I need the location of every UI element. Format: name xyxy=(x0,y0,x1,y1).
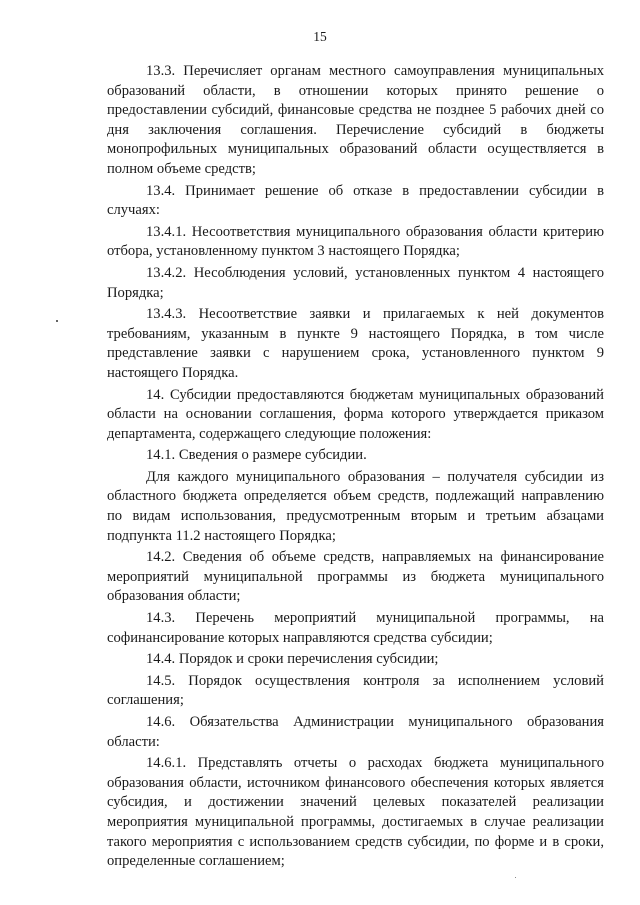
scan-speck xyxy=(515,877,516,878)
margin-mark xyxy=(56,320,58,322)
paragraph-14-5: 14.5. Порядок осуществления контроля за исполнением условий соглашения; xyxy=(107,672,604,709)
paragraph-13-4-2: 13.4.2. Несоблюдения условий, установленных пунктом 4 настоящего Порядка; xyxy=(107,264,604,301)
page-number: 15 xyxy=(313,29,327,44)
paragraph-14-1: 14.1. Сведения о размере субсидии. xyxy=(146,447,367,464)
paragraph-14-6: 14.6. Обязательства Администрации муниципального образования области: xyxy=(107,714,604,750)
paragraph-13-4: 13.4. Принимает решение об отказе в предоставлении субсидии в случаях: xyxy=(107,182,604,219)
paragraph-14-2: 14.2. Сведения об объеме средств, направляемых на финансирование мероприятий муниципальной программы из бюджета муниципального образования области; xyxy=(107,549,604,605)
paragraph-14-6-1: 14.6.1. Представлять отчеты о расходах бюджета муниципального образования области, источником финансового обеспечения которых является субсидия, и достижении значений целевых показателей реализации мероприятия муниципальной программы, достигаемых в случае реализации такого мероприятия с использованием средств субсидии, по форме и в сроки, определенные соглашением; xyxy=(107,755,604,870)
paragraph-14-4: 14.4. Порядок и сроки перечисления субсидии; xyxy=(146,651,439,668)
paragraph-14-1-detail: Для каждого муниципального образования – получателя субсидии из областного бюджета определяется объем средств, подлежащий направлению по видам использования, предусмотренным вторым и третьим абзацами подпункта 11.2 настоящего Порядка; xyxy=(107,468,604,544)
paragraph-14-3: 14.3. Перечень мероприятий муниципальной программы, на софинансирование которых направляются средства субсидии; xyxy=(107,610,604,646)
paragraph-13-4-3: 13.4.3. Несоответствие заявки и прилагаемых к ней документов требованиям, указанным в пункте 9 настоящего Порядка, в том числе представление заявки с нарушением срока, установленного пунктом 9 настоящего Порядка. xyxy=(107,306,604,381)
document-body xyxy=(107,62,604,874)
paragraph-13-3: 13.3. Перечисляет органам местного самоуправления муниципальных образований области, в отношении которых принято решение о предоставлении субсидий, финансовые средства не позднее 5 рабочих дней со дня заключения соглашения. Перечисление субсидий в бюджеты монопрофильных муниципальных образований области осуществляется в полном объеме средств; xyxy=(107,63,604,177)
paragraph-13-4-1: 13.4.1. Несоответствия муниципального образования области критерию отбора, установленному пунктом 3 настоящего Порядка; xyxy=(107,223,604,260)
paragraph-14: 14. Субсидии предоставляются бюджетам муниципальных образований области на основании соглашения, форма которого утверждается приказом департамента, содержащего следующие положения: xyxy=(107,386,604,442)
